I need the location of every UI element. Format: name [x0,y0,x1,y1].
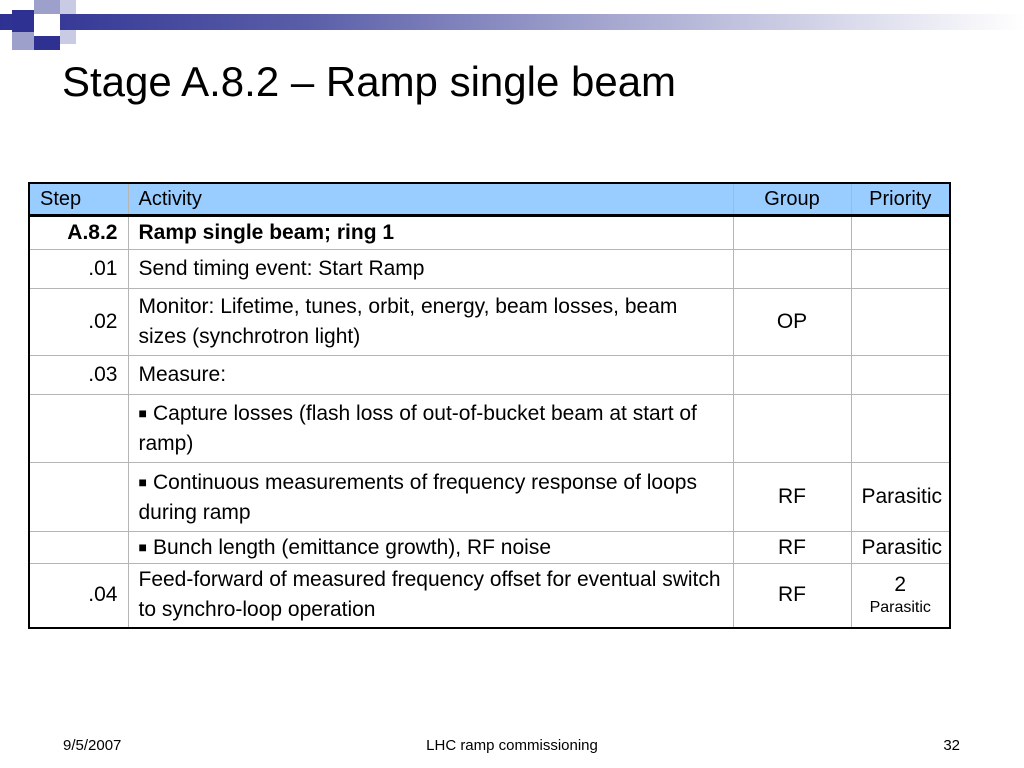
activity-text: Continuous measurements of frequency response of loops during ramp [138,470,697,524]
header-band [0,14,1024,30]
column-header-step: Step [29,183,128,216]
table-header-row [29,183,950,216]
priority-cell [851,395,950,463]
decor-square [34,0,60,14]
priority-cell [851,564,950,628]
column-header-group: Group [733,183,851,216]
priority-cell [851,289,950,356]
slide-title: Stage A.8.2 – Ramp single beam [62,58,677,105]
activity-cell: Feed-forward of measured frequency offset for eventual switch to synchro-loop operation [128,564,733,628]
activity-text: Capture losses (flash loss of out-of-bucket beam at start of ramp) [138,402,697,455]
footer-title: LHC ramp commissioning [426,737,598,754]
page-number: 32 [943,737,960,754]
step-cell [29,532,128,564]
group-cell: RF [733,532,851,564]
table-row [29,289,950,356]
step-cell: .02 [29,289,128,356]
bullet-icon: ■ [138,473,147,490]
group-cell: RF [733,564,851,628]
table-row [29,463,950,532]
priority-cell [851,216,950,250]
table-row [29,532,950,564]
column-header-priority: Priority [851,183,950,216]
group-cell [733,395,851,463]
priority-cell [851,250,950,289]
activity-cell: Measure: [128,356,733,395]
step-cell: .04 [29,564,128,628]
step-cell [29,463,128,532]
step-cell [29,395,128,463]
bullet-icon: ■ [138,405,147,421]
decor-square [34,36,60,50]
activity-cell: Monitor: Lifetime, tunes, orbit, energy, beam losses, beam sizes (synchrotron light) [128,289,733,356]
priority-note: Parasitic [869,599,931,617]
priority-cell: Parasitic [851,532,950,564]
decor-square [12,10,34,32]
table-row [29,250,950,289]
decor-square [60,30,76,44]
decor-square [34,14,60,36]
activity-cell [128,395,733,463]
table-row [29,356,950,395]
activity-cell: Ramp single beam; ring 1 [128,216,733,250]
priority-value: 2 [894,573,907,597]
group-cell [733,356,851,395]
step-cell: .01 [29,250,128,289]
footer-date: 9/5/2007 [63,737,122,754]
activity-cell [128,532,733,564]
group-cell [733,216,851,250]
activity-text: Bunch length (emittance growth), RF noise [152,536,551,559]
bullet-icon: ■ [138,539,147,555]
decor-square [60,0,76,14]
group-cell: OP [733,289,851,356]
step-cell: .03 [29,356,128,395]
priority-cell [851,356,950,395]
activity-table [28,182,951,629]
group-cell: RF [733,463,851,532]
column-header-activity: Activity [128,183,733,216]
group-cell [733,250,851,289]
table-row [29,564,950,628]
table-row [29,395,950,463]
activity-cell: Send timing event: Start Ramp [128,250,733,289]
priority-cell: Parasitic [851,463,950,532]
step-cell: A.8.2 [29,216,128,250]
activity-cell [128,463,733,532]
decor-square [12,32,34,50]
table-row [29,216,950,250]
